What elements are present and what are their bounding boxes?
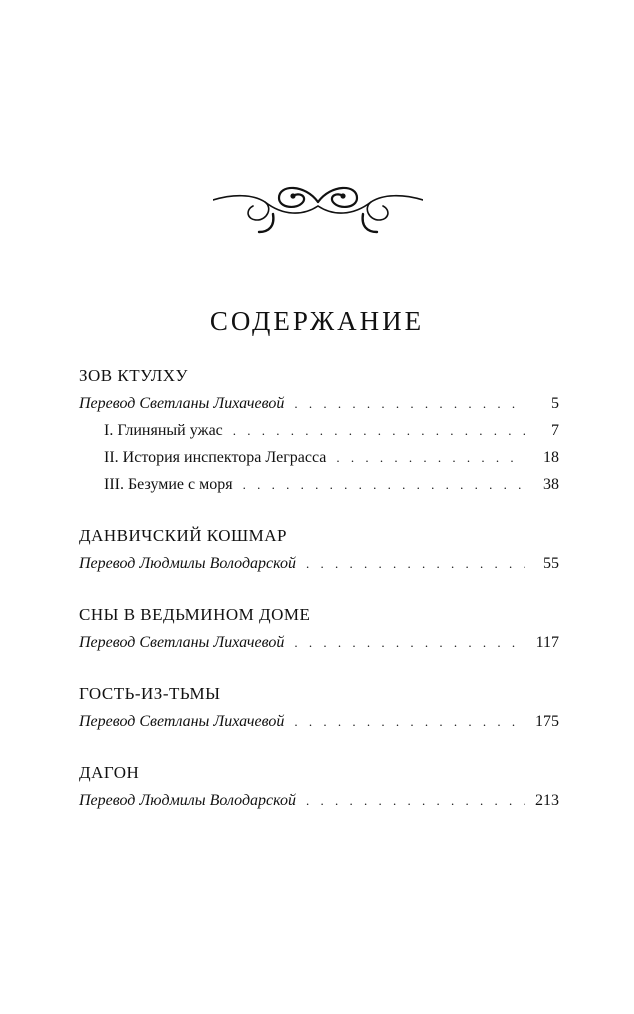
page-number: 7 [551, 422, 559, 439]
toc-entry[interactable] [79, 471, 559, 498]
page-number: 5 [551, 395, 559, 412]
entry-label: II. История инспектора Леграсса [104, 449, 327, 466]
page-number: 213 [535, 792, 559, 809]
section-title: СНЫ В ВЕДЬМИНОМ ДОМЕ [79, 605, 311, 624]
toc-section-haunter-of-the-dark [79, 680, 559, 735]
entry-label: Перевод Светланы Лихачевой [79, 713, 285, 730]
entry-label: Перевод Светланы Лихачевой [79, 395, 285, 412]
entry-label: Перевод Людмилы Володарской [79, 555, 297, 572]
toc-entry[interactable] [79, 444, 559, 471]
toc-section-dagon [79, 759, 559, 814]
entry-label: Перевод Светланы Лихачевой [79, 634, 285, 651]
toc-section-call-of-cthulhu [79, 362, 559, 498]
section-title: ДАГОН [79, 763, 140, 782]
dot-leader [294, 629, 525, 656]
entry-label: Перевод Людмилы Володарской [79, 792, 297, 809]
dot-leader [243, 471, 525, 498]
toc-entry[interactable] [79, 787, 559, 814]
entry-label: III. Безумие с моря [104, 476, 233, 493]
page-title: СОДЕРЖАНИЕ [209, 306, 425, 336]
page-number: 175 [535, 713, 559, 730]
dot-leader [294, 708, 525, 735]
flourish-ornament-icon [213, 176, 423, 236]
toc-entry[interactable] [79, 708, 559, 735]
section-title: ЗОВ КТУЛХУ [79, 366, 189, 385]
page-number: 38 [543, 476, 559, 493]
entry-label: I. Глиняный ужас [104, 422, 223, 439]
toc-entry[interactable] [79, 629, 559, 656]
dot-leader [306, 787, 525, 814]
dot-leader [336, 444, 525, 471]
page-number: 117 [535, 634, 559, 651]
dot-leader [306, 550, 525, 577]
table-of-contents [79, 362, 559, 838]
section-title: ГОСТЬ-ИЗ-ТЬМЫ [79, 684, 221, 703]
toc-section-witch-house [79, 601, 559, 656]
dot-leader [233, 417, 525, 444]
toc-entry[interactable] [79, 417, 559, 444]
toc-entry[interactable] [79, 550, 559, 577]
page-number: 18 [543, 449, 559, 466]
page-number: 55 [543, 555, 559, 572]
dot-leader [294, 390, 525, 417]
section-title: ДАНВИЧСКИЙ КОШМАР [79, 526, 287, 545]
toc-section-dunwich-horror [79, 522, 559, 577]
toc-entry[interactable] [79, 390, 559, 417]
